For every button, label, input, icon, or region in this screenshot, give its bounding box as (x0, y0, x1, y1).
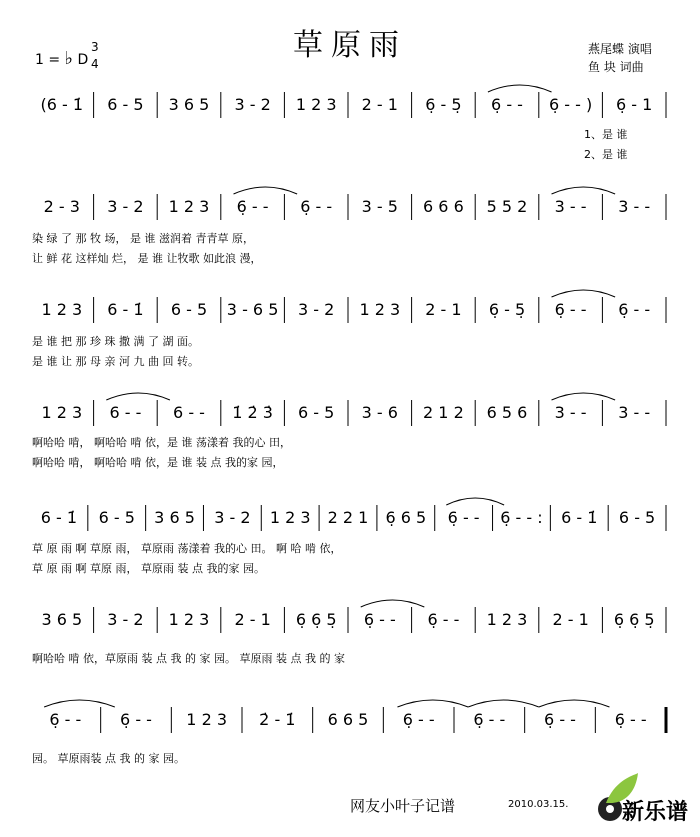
tie-arc (552, 187, 616, 194)
measure: 3 6 5 (154, 508, 195, 527)
measure: 3 6 5 (41, 610, 83, 629)
measure: 6̣ - - (402, 710, 435, 729)
measure: 6̣ 6̣ 5̣ (613, 610, 655, 629)
measure: 6̣ - - (473, 710, 506, 729)
lyric-4-v2: 草 原 雨 啊 草原 雨， 草原雨 装 点 我的家 园。 (32, 562, 265, 575)
lyric-0-v2: 2、是 谁 (584, 148, 628, 161)
measure: 6 - 1̇ (561, 508, 598, 527)
measure: (6 - 1̇ (40, 95, 84, 114)
score-line-5 (30, 605, 666, 637)
measure: 6 - 5 (618, 508, 656, 527)
measure: 3 - 6 (361, 403, 398, 422)
measure: 6 - 5 (107, 95, 144, 114)
measure: 2̇ - 1̇ (259, 710, 296, 729)
measure: 1 2 3 (168, 610, 210, 629)
measure: 6 - 1̇ (107, 300, 144, 319)
tie-arc (488, 85, 552, 92)
measure: 3 - 2 (107, 197, 144, 216)
meter-top: 3 (91, 40, 99, 54)
measure: 3 - 5 (361, 197, 398, 216)
measure: 2 - 1 (425, 300, 462, 319)
measure: 6 6 5 (327, 710, 369, 729)
measure: 6̣ - - : (500, 508, 543, 527)
lyric-3-v1: 啊哈哈 啃， 啊哈哈 啃 依，是 谁 荡漾着 我的心 田， (32, 436, 291, 449)
measure: 2 - 1 (361, 95, 398, 114)
tie-arc (397, 700, 468, 707)
song-title: 草原雨 (293, 28, 407, 63)
key-note: D (77, 52, 89, 68)
measure: 6̣ - 5̣ (488, 300, 526, 319)
lyric-5-v1: 啊哈哈 啃 依，草原雨 装 点 我 的 家 园。 草原雨 装 点 我 的 家 (32, 652, 345, 665)
score-line-0 (30, 90, 666, 122)
measure: 2 1 2 (423, 403, 464, 422)
tie-arc (552, 290, 616, 297)
measure: 6̣ - - (49, 710, 82, 729)
lyric-0-v1: 1、是 谁 (584, 128, 628, 141)
score-line-3 (30, 398, 666, 430)
measure: 3 - 2 (214, 508, 251, 527)
measure: 2 2 1 (327, 508, 369, 527)
measure: 2 - 1 (234, 610, 271, 629)
measure: 6̣ - 5̣ (425, 95, 462, 114)
measure: 6̣ - - (544, 710, 576, 729)
singer-credit: 燕尾蝶 演唱 (588, 42, 652, 56)
score-line-svg (30, 192, 666, 224)
measure: 6̣ - - ) (548, 95, 593, 114)
measure: 3 - 2 (298, 300, 335, 319)
measure: 6̣ - - (618, 300, 651, 319)
lyric-6-v1: 园。 草原雨装 点 我 的 家 园。 (32, 752, 185, 765)
measure: 6 - 1̇ (40, 508, 78, 527)
writer-credit: 鱼 块 词曲 (588, 60, 644, 74)
score-line-svg (30, 605, 666, 637)
score-line-svg (30, 503, 666, 535)
measure: 6̣ - - (363, 610, 396, 629)
measure: 3 - 6 5 (226, 300, 279, 319)
measure: 6 - - (109, 403, 142, 422)
measure: 6̣ - - (491, 95, 523, 114)
measure: 6̣ 6 5 (385, 508, 427, 527)
measure: 3 - 2 (107, 610, 144, 629)
lyric-1-v1: 染 绿 了 那 牧 场， 是 谁 滋润着 青青草 原， (32, 232, 254, 245)
measure: 1 2 3 (359, 300, 401, 319)
lyric-2-v1: 是 谁 把 那 珍 珠 撒 满 了 湖 面。 (32, 335, 199, 348)
measure: 1 2 3 (186, 710, 228, 729)
tie-arc (446, 498, 504, 505)
score-line-4 (30, 503, 666, 535)
measure: 2 - 3 (43, 197, 80, 216)
lyric-3-v2: 啊哈哈 啃， 啊哈哈 啃 依，是 谁 装 点 我的家 园， (32, 456, 284, 469)
measure: 1 2 3 (41, 403, 83, 422)
score-line-6 (30, 705, 666, 737)
measure: 6̣ - - (447, 508, 480, 527)
measure: 1 2 3 (269, 508, 311, 527)
measure: 6̣ - - (120, 710, 152, 729)
score-line-svg (30, 705, 666, 737)
tie-arc (234, 187, 298, 194)
score-line-svg (30, 398, 666, 430)
measure: 6 - - (173, 403, 205, 422)
lyric-1-v2: 让 鲜 花 这样灿 烂， 是 谁 让牧歌 如此浪 漫， (32, 252, 262, 265)
measure: 6 5 6 (486, 403, 528, 422)
measure: 3 - - (554, 403, 587, 422)
measure: 6̣ 6̣ 5̣ (295, 610, 337, 629)
measure: 2 - 1 (552, 610, 589, 629)
measure: 3 - - (554, 197, 587, 216)
meter-bottom: 4 (91, 57, 99, 71)
measure: 1 2 3 (41, 300, 83, 319)
measure: 1 2 3 (486, 610, 528, 629)
measure: 3 - - (618, 403, 651, 422)
measure: 5 5 2 (486, 197, 528, 216)
key-prefix: 1 = (35, 52, 61, 68)
measure: 6̣ - - (614, 710, 647, 729)
key-signature (35, 40, 99, 71)
lyric-2-v2: 是 谁 让 那 母 亲 河 九 曲 回 转。 (32, 355, 199, 368)
measure: 3 - 2 (234, 95, 271, 114)
measure: 1̇ 2̇ 3̇ (232, 403, 273, 422)
score-line-2 (30, 295, 666, 327)
site-logo-text: 新乐谱 (622, 800, 689, 825)
measure: 6 - 5 (298, 403, 335, 422)
score-line-svg (30, 90, 666, 122)
measure: 3 6 5 (168, 95, 210, 114)
measure: 6 - 5 (170, 300, 208, 319)
tie-arc (539, 700, 610, 707)
score-line-svg (30, 295, 666, 327)
tie-arc (106, 393, 170, 400)
measure: 1 2 3 (168, 197, 210, 216)
measure: 6̣ - - (427, 610, 460, 629)
tie-arc (468, 700, 539, 707)
measure: 6̣ - - (236, 197, 269, 216)
transcriber-credit: 网友小叶子记谱 (350, 797, 456, 815)
tie-arc (361, 600, 425, 607)
transcription-date: 2010.03.15. (508, 799, 569, 810)
lyric-4-v1: 草 原 雨 啊 草原 雨， 草原雨 荡漾着 我的心 田。 啊 哈 啃 依， (32, 542, 342, 555)
measure: 3 - - (618, 197, 651, 216)
score-line-1 (30, 192, 666, 224)
measure: 6 6 6 (423, 197, 464, 216)
tie-arc (552, 393, 616, 400)
measure: 6̣ - - (554, 300, 587, 319)
measure: 6 - 5 (98, 508, 135, 527)
measure: 6̣ - - (300, 197, 333, 216)
measure: 1 2 3 (295, 95, 337, 114)
measure: 6̣ - 1 (616, 95, 653, 114)
key-flat: ♭ (64, 48, 74, 69)
tie-arc (44, 700, 115, 707)
